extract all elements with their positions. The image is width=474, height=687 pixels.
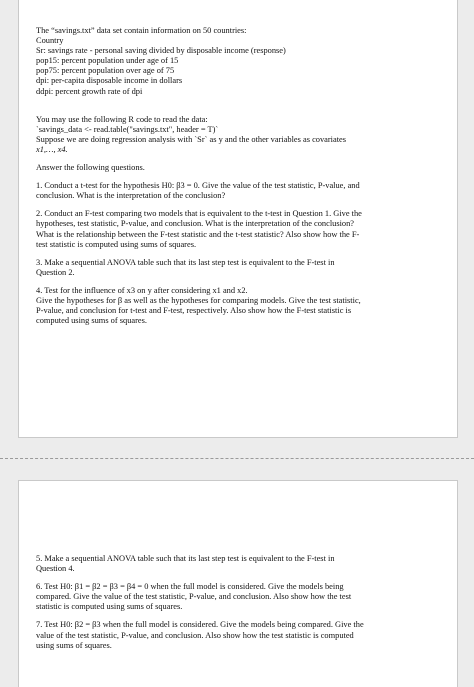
- question-line: test statistic is computed using sums of squares.: [36, 239, 197, 249]
- rcode-line: x1,…, x4.: [36, 144, 68, 154]
- document-page-1: [18, 0, 458, 438]
- question-line: 5. Make a sequential ANOVA table such that its last step test is equivalent to the F-test in: [36, 554, 335, 563]
- question-line: 4. Test for the influence of x3 on y after considering x1 and x2.: [36, 285, 248, 295]
- intro-line: pop75: percent population over age of 75: [36, 66, 175, 76]
- question-line: 7. Test H0: β2 = β3 when the full model is considered. Give the models being compared. Give the: [36, 620, 364, 630]
- question-7: [36, 620, 447, 650]
- question-line: hypotheses, test statistic, P-value, and conclusion. What is the interpretation of the conclusion?: [36, 219, 355, 229]
- page-1-content: [36, 26, 447, 334]
- intro-line: Sr: savings rate - personal saving divided by disposable income (response): [36, 46, 286, 56]
- question-line: What is the relationship between the F-test statistic and the t-test statistic? Also show how the F-: [36, 229, 360, 239]
- intro-line: ddpi: percent growth rate of dpi: [36, 86, 143, 96]
- question-line: using sums of squares.: [36, 640, 112, 650]
- question-4: [36, 286, 447, 326]
- page-2-content: [36, 554, 447, 659]
- page-break-divider: [0, 458, 474, 459]
- question-line: 3. Make a sequential ANOVA table such that its last step test is equivalent to the F-test in: [36, 257, 335, 267]
- question-1: [36, 181, 447, 201]
- question-line: Give the hypotheses for β as well as the hypotheses for comparing models. Give the test statistic,: [36, 295, 361, 305]
- question-line: compared. Give the value of the test statistic, P-value, and conclusion. Also show how the test: [36, 592, 352, 602]
- intro-line: Country: [36, 36, 64, 46]
- question-3: [36, 258, 447, 278]
- question-line: value of the test statistic, P-value, and conclusion. Also show how the test statistic is computed: [36, 630, 354, 640]
- answer-prompt: [36, 163, 447, 173]
- dataset-description: [36, 26, 447, 97]
- question-line: Question 2.: [36, 267, 75, 277]
- document-page-2: [18, 480, 458, 687]
- question-line: 2. Conduct an F-test comparing two models that is equivalent to the t-test in Question 1. Give the: [36, 209, 362, 219]
- question-line: 1. Conduct a t-test for the hypothesis H0: β3 = 0. Give the value of the test statistic, P-value, and: [36, 181, 360, 191]
- intro-line: pop15: percent population under age of 15: [36, 56, 179, 66]
- question-6: [36, 582, 447, 612]
- rcode-line: You may use the following R code to read the data:: [36, 114, 208, 124]
- question-line: 6. Test H0: β1 = β2 = β3 = β4 = 0 when the full model is considered. Give the models being: [36, 582, 344, 592]
- intro-line: The “savings.txt” data set contain information on 50 countries:: [36, 26, 247, 35]
- question-line: conclusion. What is the interpretation of the conclusion?: [36, 191, 226, 201]
- question-line: statistic is computed using sums of squares.: [36, 602, 183, 612]
- question-line: Question 4.: [36, 564, 75, 574]
- r-code-instructions: [36, 115, 447, 155]
- rcode-line: `savings_data <- read.table("savings.txt", header = T)`: [36, 124, 219, 134]
- question-line: computed using sums of squares.: [36, 316, 147, 326]
- question-2: [36, 209, 447, 249]
- rcode-line: Suppose we are doing regression analysis with `Sr` as y and the other variables as covariates: [36, 134, 347, 144]
- question-line: P-value, and conclusion for t-test and F-test, respectively. Also show how the F-test statistic is: [36, 306, 352, 316]
- question-5: [36, 554, 447, 574]
- intro-line: dpi: per-capita disposable income in dollars: [36, 76, 183, 86]
- answer-prompt-text: Answer the following questions.: [36, 163, 145, 173]
